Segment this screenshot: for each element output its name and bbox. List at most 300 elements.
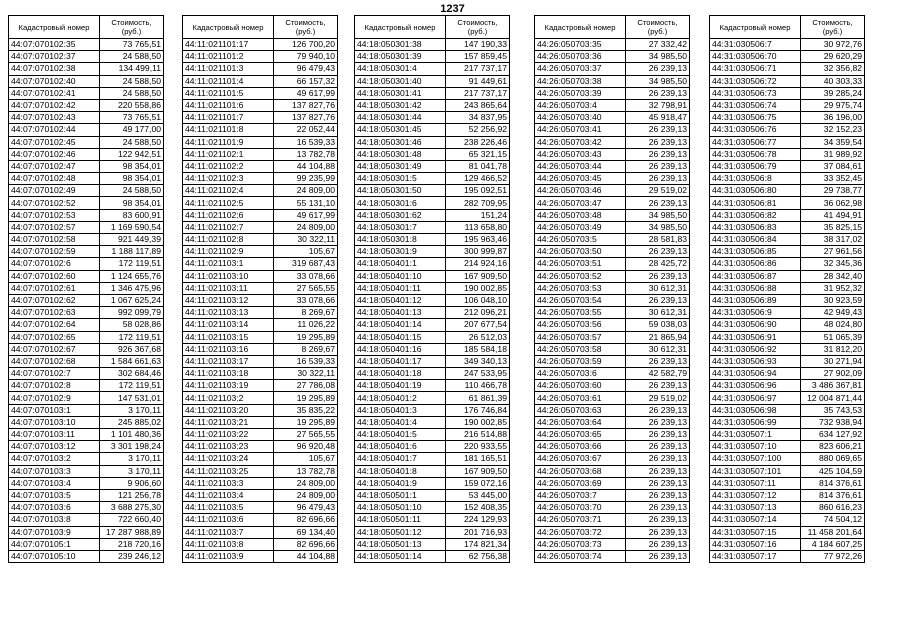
cadastral-number-cell: 44:07:070102:41	[9, 87, 100, 99]
table-row	[535, 51, 690, 63]
cadastral-number-cell: 44:31:030506:93	[710, 355, 801, 367]
table-row	[183, 331, 338, 343]
table-row	[355, 465, 510, 477]
cadastral-number-cell: 44:11:021103:6	[183, 514, 274, 526]
cadastral-number-cell: 44:18:050401:8	[355, 465, 446, 477]
cadastral-number-cell: 44:18:050401:13	[355, 307, 446, 319]
cadastral-number-cell: 44:31:030507:15	[710, 526, 801, 538]
cadastral-number-cell: 44:31:030506:96	[710, 380, 801, 392]
table-row	[710, 221, 865, 233]
cost-cell: 41 494,91	[801, 209, 865, 221]
cost-cell: 26 239,13	[626, 477, 690, 489]
table-row	[9, 538, 164, 550]
cadastral-number-cell: 44:18:050501:14	[355, 550, 446, 562]
cost-cell: 11 458 201,64	[801, 526, 865, 538]
table-row	[535, 39, 690, 51]
cadastral-number-cell: 44:11:021103:2	[183, 392, 274, 404]
cadastral-number-cell: 44:26:050703:56	[535, 319, 626, 331]
table-row	[710, 526, 865, 538]
cadastral-number-cell: 44:11:021102:3	[183, 173, 274, 185]
table-row	[183, 355, 338, 367]
table-row	[535, 538, 690, 550]
cadastral-number-cell: 44:11:021103:15	[183, 331, 274, 343]
cost-cell: 33 078,66	[274, 294, 338, 306]
cost-cell: 22 052,44	[274, 124, 338, 136]
cost-cell: 53 445,00	[446, 489, 510, 501]
cadastral-number-cell: 44:07:070102:53	[9, 209, 100, 221]
cost-header: Стоимость, (руб.)	[274, 16, 338, 39]
cadastral-number-cell: 44:18:050401:10	[355, 270, 446, 282]
cost-cell: 27 786,08	[274, 380, 338, 392]
cost-cell: 282 709,95	[446, 197, 510, 209]
cadastral-number-cell: 44:18:050301:9	[355, 246, 446, 258]
cost-cell: 49 617,99	[274, 209, 338, 221]
table-row	[183, 465, 338, 477]
cost-cell: 34 837,95	[446, 112, 510, 124]
cadastral-number-cell: 44:07:070102:45	[9, 136, 100, 148]
cost-cell: 26 239,13	[626, 404, 690, 416]
table-row	[355, 538, 510, 550]
cadastral-number-cell: 44:26:050703:38	[535, 75, 626, 87]
table-row	[9, 294, 164, 306]
table-row	[710, 465, 865, 477]
cadastral-number-cell: 44:11:021103:1	[183, 258, 274, 270]
table-row	[710, 75, 865, 87]
cost-cell: 247 533,95	[446, 368, 510, 380]
cadastral-number-cell: 44:18:050501:12	[355, 526, 446, 538]
cadastral-number-cell: 44:11:021103:17	[183, 355, 274, 367]
cost-cell: 66 157,32	[274, 75, 338, 87]
cadastral-number-cell: 44:07:070102:58	[9, 234, 100, 246]
cadastral-number-cell: 44:07:070102:46	[9, 148, 100, 160]
table-row	[535, 465, 690, 477]
cadastral-number-cell: 44:18:050301:45	[355, 124, 446, 136]
cadastral-number-cell: 44:31:030506:72	[710, 75, 801, 87]
table-row	[710, 185, 865, 197]
cost-cell: 34 985,50	[626, 221, 690, 233]
cost-cell: 45 918,47	[626, 112, 690, 124]
table-row	[535, 355, 690, 367]
table-row	[710, 39, 865, 51]
table-row	[183, 258, 338, 270]
table-row	[535, 136, 690, 148]
cost-cell: 34 985,50	[626, 209, 690, 221]
cadastral-number-cell: 44:31:030506:88	[710, 282, 801, 294]
table-row	[355, 392, 510, 404]
cadastral-number-cell: 44:26:050703:43	[535, 148, 626, 160]
table-row	[183, 416, 338, 428]
cadastral-number-cell: 44:18:050401:5	[355, 429, 446, 441]
table-row	[9, 514, 164, 526]
cost-cell: 28 581,83	[626, 234, 690, 246]
cadastral-number-cell: 44:31:030506:97	[710, 392, 801, 404]
table-row	[9, 502, 164, 514]
cadastral-number-cell: 44:18:050301:38	[355, 39, 446, 51]
cadastral-number-cell: 44:26:050703:6	[535, 368, 626, 380]
cadastral-number-cell: 44:26:050703:72	[535, 526, 626, 538]
cadastral-number-cell: 44:11:021102:1	[183, 148, 274, 160]
cost-cell: 26 239,13	[626, 160, 690, 172]
cadastral-number-cell: 44:31:030506:71	[710, 63, 801, 75]
cost-cell: 26 239,13	[626, 550, 690, 562]
cadastral-number-cell: 44:31:030506:91	[710, 331, 801, 343]
cost-cell: 425 104,59	[801, 465, 865, 477]
cost-cell: 24 588,50	[100, 75, 164, 87]
cost-cell: 32 798,91	[626, 99, 690, 111]
table-row	[355, 514, 510, 526]
table-row	[9, 209, 164, 221]
table-row	[355, 173, 510, 185]
table-row	[9, 270, 164, 282]
cadastral-number-cell: 44:18:050401:4	[355, 416, 446, 428]
cost-cell: 30 322,11	[274, 234, 338, 246]
cost-cell: 99 235,99	[274, 173, 338, 185]
cadastral-number-cell: 44:18:050401:15	[355, 331, 446, 343]
table-row	[183, 270, 338, 282]
cadastral-number-cell: 44:07:070102:64	[9, 319, 100, 331]
table-row	[9, 355, 164, 367]
cadastral-number-cell: 44:11:021103:10	[183, 270, 274, 282]
cost-cell: 24 809,00	[274, 221, 338, 233]
table-row	[710, 209, 865, 221]
cadastral-number-cell: 44:31:030507:16	[710, 538, 801, 550]
table-row	[710, 282, 865, 294]
cost-cell: 3 486 367,81	[801, 380, 865, 392]
cost-cell: 31 812,20	[801, 343, 865, 355]
table-row	[9, 124, 164, 136]
cost-cell: 218 720,16	[100, 538, 164, 550]
table-row	[183, 197, 338, 209]
table-row	[355, 453, 510, 465]
table-row	[710, 429, 865, 441]
cost-cell: 176 746,84	[446, 404, 510, 416]
table-row	[9, 489, 164, 501]
cost-cell: 151,24	[446, 209, 510, 221]
cadastral-number-cell: 44:18:050301:4	[355, 63, 446, 75]
table-row	[710, 514, 865, 526]
table-row	[535, 429, 690, 441]
cost-cell: 26 239,13	[626, 197, 690, 209]
table-row	[535, 63, 690, 75]
cost-cell: 34 985,50	[626, 75, 690, 87]
cadastral-number-cell: 44:11:021103:20	[183, 404, 274, 416]
cost-cell: 319 687,43	[274, 258, 338, 270]
cadastral-number-cell: 44:11:021103:25	[183, 465, 274, 477]
table-row	[9, 550, 164, 562]
table-row	[9, 526, 164, 538]
cadastral-header: Кадастровый номер	[355, 16, 446, 39]
table-row	[710, 416, 865, 428]
cadastral-number-cell: 44:31:030506:7	[710, 39, 801, 51]
cadastral-number-cell: 44:07:070103:6	[9, 502, 100, 514]
cost-cell: 30 923,59	[801, 294, 865, 306]
table-row	[355, 526, 510, 538]
table-row	[183, 136, 338, 148]
table-row	[183, 63, 338, 75]
cost-cell: 216 514,88	[446, 429, 510, 441]
cost-cell: 243 865,64	[446, 99, 510, 111]
cost-cell: 27 902,09	[801, 368, 865, 380]
table-row	[9, 234, 164, 246]
table-row	[9, 185, 164, 197]
cost-cell: 62 756,38	[446, 550, 510, 562]
cost-cell: 31 952,32	[801, 282, 865, 294]
cadastral-number-cell: 44:31:030506:79	[710, 160, 801, 172]
cost-cell: 106 048,10	[446, 294, 510, 306]
cadastral-number-cell: 44:07:070103:3	[9, 465, 100, 477]
cadastral-number-cell: 44:26:050703:59	[535, 355, 626, 367]
cost-cell: 190 002,85	[446, 282, 510, 294]
cost-cell: 174 821,34	[446, 538, 510, 550]
cadastral-number-cell: 44:26:050703:68	[535, 465, 626, 477]
table-row	[355, 319, 510, 331]
cadastral-number-cell: 44:07:070102:61	[9, 282, 100, 294]
cadastral-number-cell: 44:18:050501:13	[355, 538, 446, 550]
table-row	[9, 343, 164, 355]
table-row	[9, 246, 164, 258]
cost-cell: 152 408,35	[446, 502, 510, 514]
cadastral-number-cell: 44:26:050703:5	[535, 234, 626, 246]
cadastral-number-cell: 44:31:030506:8	[710, 173, 801, 185]
cadastral-number-cell: 44:26:050703:47	[535, 197, 626, 209]
table-row	[710, 380, 865, 392]
cost-cell: 35 743,53	[801, 404, 865, 416]
cadastral-number-cell: 44:26:050703:64	[535, 416, 626, 428]
cost-cell: 37 084,61	[801, 160, 865, 172]
cadastral-number-cell: 44:26:050703:74	[535, 550, 626, 562]
cadastral-table-2	[182, 15, 338, 563]
cost-cell: 19 295,89	[274, 331, 338, 343]
cost-cell: 349 340,13	[446, 355, 510, 367]
table-row	[535, 75, 690, 87]
table-row	[535, 148, 690, 160]
cost-cell: 19 295,89	[274, 416, 338, 428]
cadastral-number-cell: 44:26:050703:55	[535, 307, 626, 319]
table-row	[183, 429, 338, 441]
table-row	[710, 51, 865, 63]
table-row	[535, 307, 690, 319]
table-row	[183, 221, 338, 233]
table-row	[535, 502, 690, 514]
cost-cell: 55 131,10	[274, 197, 338, 209]
cost-cell: 122 942,51	[100, 148, 164, 160]
cost-cell: 3 688 275,30	[100, 502, 164, 514]
cost-cell: 1 067 625,24	[100, 294, 164, 306]
table-row	[710, 112, 865, 124]
cadastral-number-cell: 44:18:050301:50	[355, 185, 446, 197]
table-row	[9, 87, 164, 99]
cost-cell: 214 924,16	[446, 258, 510, 270]
table-row	[355, 99, 510, 111]
cadastral-number-cell: 44:26:050703:49	[535, 221, 626, 233]
cadastral-number-cell: 44:11:021102:8	[183, 234, 274, 246]
cost-cell: 26 239,13	[626, 87, 690, 99]
cadastral-number-cell: 44:07:070103:9	[9, 526, 100, 538]
cadastral-number-cell: 44:18:050301:49	[355, 160, 446, 172]
cadastral-number-cell: 44:18:050401:12	[355, 294, 446, 306]
table-row	[355, 404, 510, 416]
cadastral-number-cell: 44:26:050703:70	[535, 502, 626, 514]
table-row	[9, 39, 164, 51]
cost-cell: 172 119,51	[100, 258, 164, 270]
cadastral-number-cell: 44:26:050703:37	[535, 63, 626, 75]
cost-cell: 29 519,02	[626, 392, 690, 404]
cost-cell: 26 239,13	[626, 502, 690, 514]
cost-cell: 860 616,23	[801, 502, 865, 514]
cost-cell: 126 700,20	[274, 39, 338, 51]
cadastral-number-cell: 44:11:021101:8	[183, 124, 274, 136]
cadastral-number-cell: 44:31:030506:74	[710, 99, 801, 111]
cost-cell: 29 519,02	[626, 185, 690, 197]
cost-cell: 105,67	[274, 453, 338, 465]
cost-cell: 36 062,98	[801, 197, 865, 209]
cost-cell: 302 684,46	[100, 368, 164, 380]
cost-cell: 110 466,78	[446, 380, 510, 392]
cadastral-number-cell: 44:18:050501:1	[355, 489, 446, 501]
cadastral-number-cell: 44:07:070102:60	[9, 270, 100, 282]
table-row	[535, 294, 690, 306]
cadastral-number-cell: 44:11:021103:19	[183, 380, 274, 392]
cadastral-number-cell: 44:11:021103:24	[183, 453, 274, 465]
table-row	[710, 502, 865, 514]
cadastral-header: Кадастровый номер	[710, 16, 801, 39]
cadastral-number-cell: 44:07:070102:63	[9, 307, 100, 319]
cost-cell: 34 359,54	[801, 136, 865, 148]
cost-cell: 4 184 607,25	[801, 538, 865, 550]
cadastral-number-cell: 44:26:050703:35	[535, 39, 626, 51]
cost-cell: 24 588,50	[100, 87, 164, 99]
table-row	[710, 368, 865, 380]
cadastral-number-cell: 44:26:050703:57	[535, 331, 626, 343]
table-row	[355, 258, 510, 270]
cadastral-number-cell: 44:26:050703:7	[535, 489, 626, 501]
table-row	[9, 148, 164, 160]
cost-cell: 96 479,43	[274, 502, 338, 514]
cost-cell: 8 269,67	[274, 343, 338, 355]
cadastral-number-cell: 44:11:021103:9	[183, 550, 274, 562]
table-row	[355, 477, 510, 489]
cadastral-number-cell: 44:26:050703:54	[535, 294, 626, 306]
cost-cell: 814 376,61	[801, 477, 865, 489]
table-row	[535, 185, 690, 197]
cost-cell: 28 342,40	[801, 270, 865, 282]
cost-cell: 147 531,01	[100, 392, 164, 404]
table-row	[710, 538, 865, 550]
cost-cell: 181 165,51	[446, 453, 510, 465]
cadastral-number-cell: 44:31:030506:70	[710, 51, 801, 63]
cadastral-number-cell: 44:11:021101:4	[183, 75, 274, 87]
table-row	[535, 234, 690, 246]
cost-cell: 814 376,61	[801, 489, 865, 501]
cost-cell: 21 865,94	[626, 331, 690, 343]
cadastral-number-cell: 44:07:070102:47	[9, 160, 100, 172]
cadastral-number-cell: 44:11:021102:2	[183, 160, 274, 172]
cadastral-number-cell: 44:11:021101:7	[183, 112, 274, 124]
cost-cell: 212 096,21	[446, 307, 510, 319]
cost-cell: 44 104,88	[274, 550, 338, 562]
cost-cell: 32 356,82	[801, 63, 865, 75]
cadastral-number-cell: 44:31:030507:14	[710, 514, 801, 526]
cadastral-number-cell: 44:18:050301:46	[355, 136, 446, 148]
table-row	[183, 538, 338, 550]
table-row	[9, 307, 164, 319]
table-row	[183, 282, 338, 294]
cost-cell: 27 961,56	[801, 246, 865, 258]
cost-cell: 24 809,00	[274, 185, 338, 197]
cost-cell: 30 972,76	[801, 39, 865, 51]
table-row	[710, 270, 865, 282]
cadastral-number-cell: 44:07:070102:35	[9, 39, 100, 51]
cost-cell: 26 239,13	[626, 270, 690, 282]
cost-cell: 722 660,40	[100, 514, 164, 526]
cadastral-number-cell: 44:11:021103:13	[183, 307, 274, 319]
cost-cell: 880 069,65	[801, 453, 865, 465]
cost-cell: 83 600,91	[100, 209, 164, 221]
cadastral-number-cell: 44:18:050301:5	[355, 173, 446, 185]
cost-cell: 26 239,13	[626, 294, 690, 306]
table-row	[183, 489, 338, 501]
table-row	[535, 550, 690, 562]
cadastral-number-cell: 44:11:021103:4	[183, 489, 274, 501]
table-row	[535, 416, 690, 428]
cost-cell: 732 938,94	[801, 416, 865, 428]
cadastral-table-1	[8, 15, 164, 563]
cost-cell: 157 859,45	[446, 51, 510, 63]
cost-cell: 49 617,99	[274, 87, 338, 99]
cadastral-number-cell: 44:26:050703:46	[535, 185, 626, 197]
cost-cell: 26 239,13	[626, 429, 690, 441]
cost-cell: 172 119,51	[100, 380, 164, 392]
table-row	[355, 197, 510, 209]
cost-header: Стоимость, (руб.)	[100, 16, 164, 39]
cost-cell: 992 099,79	[100, 307, 164, 319]
cadastral-number-cell: 44:26:050703:51	[535, 258, 626, 270]
cadastral-number-cell: 44:31:030507:10	[710, 441, 801, 453]
table-row	[355, 234, 510, 246]
table-row	[535, 209, 690, 221]
table-row	[183, 160, 338, 172]
table-row	[355, 307, 510, 319]
table-row	[355, 380, 510, 392]
cadastral-table-3	[354, 15, 510, 563]
cadastral-number-cell: 44:07:070103:11	[9, 429, 100, 441]
cost-cell: 79 940,10	[274, 51, 338, 63]
table-row	[9, 331, 164, 343]
cost-cell: 26 239,13	[626, 526, 690, 538]
cost-cell: 172 119,51	[100, 331, 164, 343]
table-row	[9, 136, 164, 148]
cadastral-number-cell: 44:31:030506:94	[710, 368, 801, 380]
cadastral-number-cell: 44:26:050703:41	[535, 124, 626, 136]
cadastral-number-cell: 44:18:050401:19	[355, 380, 446, 392]
cost-cell: 9 906,60	[100, 477, 164, 489]
cost-cell: 26 239,13	[626, 246, 690, 258]
table-row	[355, 502, 510, 514]
cadastral-number-cell: 44:07:070102:52	[9, 197, 100, 209]
cost-cell: 30 271,94	[801, 355, 865, 367]
table-row	[535, 160, 690, 172]
cadastral-number-cell: 44:31:030506:99	[710, 416, 801, 428]
cost-cell: 26 239,13	[626, 416, 690, 428]
cadastral-number-cell: 44:26:050703:44	[535, 160, 626, 172]
table-row	[9, 51, 164, 63]
table-row	[9, 75, 164, 87]
cadastral-number-cell: 44:31:030506:9	[710, 307, 801, 319]
cost-cell: 1 124 655,76	[100, 270, 164, 282]
cost-cell: 3 301 198,24	[100, 441, 164, 453]
cost-header: Стоимость, (руб.)	[446, 16, 510, 39]
cadastral-number-cell: 44:18:050301:62	[355, 209, 446, 221]
